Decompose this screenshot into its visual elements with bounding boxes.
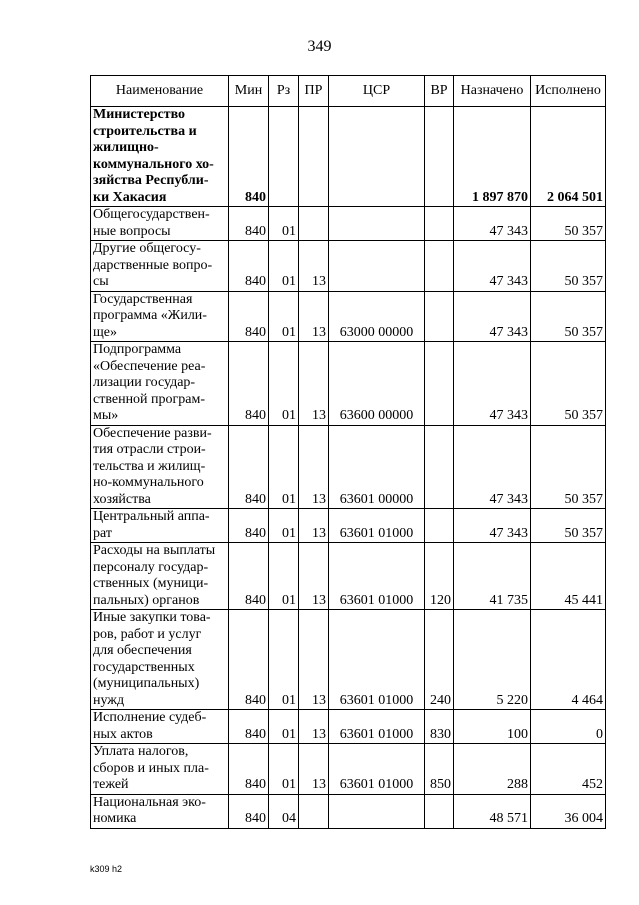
- row-pr: [299, 794, 329, 828]
- row-executed: 50 357: [531, 291, 606, 342]
- row-assigned: 5 220: [454, 610, 531, 710]
- row-csr: 63601 01000: [329, 543, 425, 610]
- row-executed: 50 357: [531, 509, 606, 543]
- row-name: Уплата налогов, сборов и иных пла- тежей: [91, 744, 229, 795]
- row-pr: 13: [299, 241, 329, 292]
- row-executed: 4 464: [531, 610, 606, 710]
- row-csr: [329, 107, 425, 207]
- row-min: 840: [229, 107, 269, 207]
- row-rz: 01: [269, 744, 299, 795]
- row-min: 840: [229, 794, 269, 828]
- row-min: 840: [229, 342, 269, 426]
- table-row: [91, 744, 606, 795]
- row-assigned: 47 343: [454, 509, 531, 543]
- row-assigned: 1 897 870: [454, 107, 531, 207]
- row-min: 840: [229, 543, 269, 610]
- row-vr: 120: [425, 543, 454, 610]
- row-rz: 04: [269, 794, 299, 828]
- row-vr: [425, 241, 454, 292]
- row-pr: 13: [299, 744, 329, 795]
- row-vr: 240: [425, 610, 454, 710]
- row-rz: 01: [269, 610, 299, 710]
- row-vr: [425, 291, 454, 342]
- row-vr: 830: [425, 710, 454, 744]
- document-code: k309 h2: [90, 864, 123, 874]
- row-name: Центральный аппа- рат: [91, 509, 229, 543]
- row-csr: 63600 00000: [329, 342, 425, 426]
- row-csr: [329, 794, 425, 828]
- header-name: Наименование: [91, 76, 229, 107]
- row-rz: 01: [269, 241, 299, 292]
- row-csr: [329, 241, 425, 292]
- header-vr: ВР: [425, 76, 454, 107]
- row-name: Министерство строительства и жилищно- коммунального хо- зяйства Республи- ки Хакасия: [91, 107, 229, 207]
- row-csr: 63601 01000: [329, 610, 425, 710]
- row-pr: [299, 207, 329, 241]
- row-rz: 01: [269, 291, 299, 342]
- header-assigned: Назначено: [454, 76, 531, 107]
- row-assigned: 47 343: [454, 291, 531, 342]
- row-vr: [425, 794, 454, 828]
- page-number: 349: [307, 38, 332, 55]
- row-csr: 63601 00000: [329, 425, 425, 509]
- row-vr: [425, 425, 454, 509]
- row-rz: 01: [269, 342, 299, 426]
- row-vr: [425, 342, 454, 426]
- row-vr: [425, 509, 454, 543]
- table-row: [91, 543, 606, 610]
- row-name: Иные закупки това- ров, работ и услуг для обеспечения государственных (муниципальных) нужд: [91, 610, 229, 710]
- table-row: [91, 610, 606, 710]
- row-executed: 50 357: [531, 207, 606, 241]
- row-executed: 0: [531, 710, 606, 744]
- table-row: [91, 291, 606, 342]
- table-row: [91, 107, 606, 207]
- row-pr: 13: [299, 291, 329, 342]
- row-rz: 01: [269, 207, 299, 241]
- row-min: 840: [229, 610, 269, 710]
- row-rz: 01: [269, 710, 299, 744]
- row-name: Подпрограмма «Обеспечение реа- лизации государ- ственной програм- мы»: [91, 342, 229, 426]
- row-min: 840: [229, 509, 269, 543]
- row-executed: 36 004: [531, 794, 606, 828]
- row-min: 840: [229, 291, 269, 342]
- table-row: [91, 509, 606, 543]
- row-rz: 01: [269, 543, 299, 610]
- header-min: Мин: [229, 76, 269, 107]
- row-csr: 63000 00000: [329, 291, 425, 342]
- header-executed: Исполнено: [531, 76, 606, 107]
- header-rz: Рз: [269, 76, 299, 107]
- row-pr: [299, 107, 329, 207]
- row-pr: 13: [299, 509, 329, 543]
- row-pr: 13: [299, 710, 329, 744]
- row-assigned: 100: [454, 710, 531, 744]
- row-csr: 63601 01000: [329, 744, 425, 795]
- row-csr: 63601 01000: [329, 710, 425, 744]
- table-row: [91, 342, 606, 426]
- row-assigned: 48 571: [454, 794, 531, 828]
- table-row: [91, 425, 606, 509]
- row-csr: [329, 207, 425, 241]
- table-header-row: [91, 76, 606, 107]
- row-csr: 63601 01000: [329, 509, 425, 543]
- row-name: Общегосударствен- ные вопросы: [91, 207, 229, 241]
- row-executed: 50 357: [531, 425, 606, 509]
- row-pr: 13: [299, 425, 329, 509]
- row-pr: 13: [299, 342, 329, 426]
- row-min: 840: [229, 744, 269, 795]
- row-min: 840: [229, 710, 269, 744]
- row-vr: [425, 107, 454, 207]
- row-name: Исполнение судеб- ных актов: [91, 710, 229, 744]
- row-executed: 50 357: [531, 342, 606, 426]
- row-executed: 45 441: [531, 543, 606, 610]
- row-rz: 01: [269, 509, 299, 543]
- row-rz: 01: [269, 425, 299, 509]
- row-executed: 2 064 501: [531, 107, 606, 207]
- row-name: Государственная программа «Жили- ще»: [91, 291, 229, 342]
- row-executed: 50 357: [531, 241, 606, 292]
- row-assigned: 47 343: [454, 207, 531, 241]
- table-row: [91, 241, 606, 292]
- table-row: [91, 794, 606, 828]
- row-name: Расходы на выплаты персоналу государ- ственных (муници- пальных) органов: [91, 543, 229, 610]
- row-name: Другие общегосу- дарственные вопро- сы: [91, 241, 229, 292]
- table-row: [91, 710, 606, 744]
- row-pr: 13: [299, 543, 329, 610]
- row-name: Национальная эко- номика: [91, 794, 229, 828]
- row-min: 840: [229, 425, 269, 509]
- row-assigned: 41 735: [454, 543, 531, 610]
- header-csr: ЦСР: [329, 76, 425, 107]
- row-vr: [425, 207, 454, 241]
- row-min: 840: [229, 207, 269, 241]
- row-assigned: 47 343: [454, 425, 531, 509]
- row-vr: 850: [425, 744, 454, 795]
- row-min: 840: [229, 241, 269, 292]
- row-executed: 452: [531, 744, 606, 795]
- row-assigned: 288: [454, 744, 531, 795]
- table-row: [91, 207, 606, 241]
- row-assigned: 47 343: [454, 241, 531, 292]
- row-rz: [269, 107, 299, 207]
- row-pr: 13: [299, 610, 329, 710]
- header-pr: ПР: [299, 76, 329, 107]
- row-assigned: 47 343: [454, 342, 531, 426]
- row-name: Обеспечение разви- тия отрасли строи- тельства и жилищ- но-коммунального хозяйства: [91, 425, 229, 509]
- budget-table: [90, 75, 606, 829]
